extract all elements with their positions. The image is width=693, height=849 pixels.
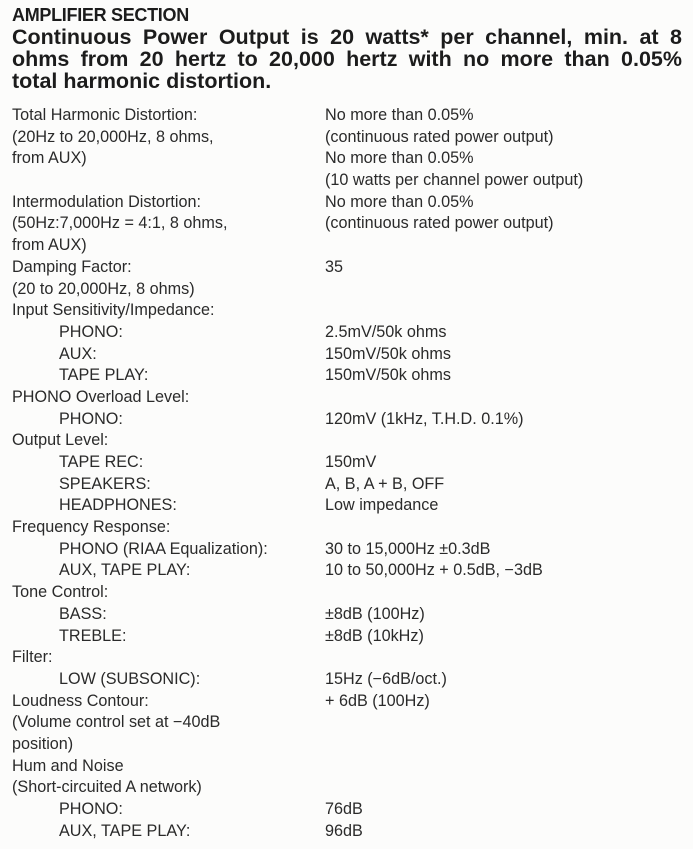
spec-label: SPEAKERS: [59, 474, 151, 493]
spec-label: TAPE PLAY: [59, 366, 149, 385]
spec-table [12, 105, 682, 842]
spec-row [12, 582, 682, 604]
spec-value: No more than 0.05% [325, 192, 474, 211]
spec-label: BASS: [59, 604, 107, 623]
spec-row [12, 409, 682, 431]
spec-row [12, 669, 682, 691]
spec-value: (continuous rated power output) [325, 214, 554, 233]
spec-label: from AUX) [12, 236, 87, 255]
spec-row [12, 300, 682, 322]
spec-value: A, B, A + B, OFF [325, 474, 445, 493]
spec-row [12, 712, 682, 734]
spec-value: + 6dB (100Hz) [325, 691, 430, 710]
spec-label: Frequency Response: [12, 518, 171, 537]
spec-row [12, 430, 682, 452]
spec-label: Loudness Contour: [12, 691, 149, 710]
spec-label: TAPE REC: [59, 453, 144, 471]
spec-row [12, 127, 682, 149]
spec-row [12, 821, 682, 843]
spec-row [12, 495, 682, 517]
spec-row [12, 105, 682, 127]
spec-label: AUX, TAPE PLAY: [59, 821, 191, 840]
spec-row [12, 235, 682, 257]
spec-value: 120mV (1kHz, T.H.D. 0.1%) [325, 409, 524, 428]
spec-value: 76dB [325, 800, 363, 818]
spec-value: 2.5mV/50k ohms [325, 322, 447, 341]
spec-row [12, 192, 682, 214]
spec-row [12, 279, 682, 301]
spec-value: No more than 0.05% [325, 106, 474, 124]
spec-row [12, 756, 682, 778]
spec-row [12, 257, 682, 279]
spec-row [12, 777, 682, 799]
headline-line: Continuous Power Output is 20 watts* per channel, min. at 8 [12, 25, 682, 49]
spec-label: position) [12, 734, 74, 753]
spec-label: AUX: [59, 344, 97, 363]
spec-label: LOW (SUBSONIC): [59, 669, 201, 688]
spec-value: No more than 0.05% [325, 149, 474, 168]
power-output-headline [12, 26, 682, 92]
spec-row [12, 474, 682, 496]
spec-label: PHONO (RIAA Equalization): [59, 539, 268, 558]
spec-label: Output Level: [12, 431, 109, 450]
spec-value: (continuous rated power output) [325, 127, 554, 146]
spec-row [12, 148, 682, 170]
spec-value: ±8dB (100Hz) [325, 604, 425, 623]
spec-label: Intermodulation Distortion: [12, 192, 201, 211]
spec-label: PHONO: [59, 409, 123, 428]
spec-value: Low impedance [325, 496, 439, 515]
spec-label: PHONO Overload Level: [12, 387, 190, 406]
spec-value: 150mV [325, 453, 377, 471]
spec-label: Hum and Noise [12, 756, 124, 775]
spec-label: (Short-circuited A network) [12, 778, 202, 797]
spec-value: 35 [325, 257, 344, 276]
spec-value: 150mV/50k ohms [325, 366, 451, 385]
spec-label: HEADPHONES: [59, 496, 177, 515]
spec-label: (20Hz to 20,000Hz, 8 ohms, [12, 127, 214, 146]
spec-label: Total Harmonic Distortion: [12, 106, 198, 124]
spec-row [12, 213, 682, 235]
spec-label: AUX, TAPE PLAY: [59, 561, 191, 580]
spec-row [12, 387, 682, 409]
spec-row [12, 799, 682, 821]
headline-line: ohms from 20 hertz to 20,000 hertz with no more than 0.05% [12, 47, 682, 71]
spec-label: (50Hz:7,000Hz = 4:1, 8 ohms, [12, 214, 228, 233]
spec-value: (10 watts per channel power output) [325, 171, 584, 190]
headline-line: total harmonic distortion. [12, 69, 272, 93]
spec-label: Filter: [12, 648, 53, 667]
spec-row [12, 322, 682, 344]
spec-value: 150mV/50k ohms [325, 344, 451, 363]
spec-row [12, 344, 682, 366]
spec-label: from AUX) [12, 149, 87, 168]
spec-value: ±8dB (10kHz) [325, 626, 424, 645]
spec-row [12, 170, 682, 192]
spec-row [12, 539, 682, 561]
spec-value: 10 to 50,000Hz + 0.5dB, −3dB [325, 561, 543, 580]
spec-row [12, 691, 682, 713]
spec-row [12, 626, 682, 648]
spec-row [12, 734, 682, 756]
spec-label: (Volume control set at −40dB [12, 713, 221, 732]
spec-row [12, 452, 682, 474]
spec-label: Damping Factor: [12, 257, 132, 276]
spec-value: 96dB [325, 821, 363, 840]
spec-label: Input Sensitivity/Impedance: [12, 301, 215, 320]
spec-label: Tone Control: [12, 583, 109, 602]
spec-row [12, 604, 682, 626]
spec-row [12, 365, 682, 387]
spec-label: PHONO: [59, 322, 123, 341]
spec-label: TREBLE: [59, 626, 127, 645]
spec-row [12, 647, 682, 669]
spec-label: PHONO: [59, 800, 123, 818]
spec-row [12, 560, 682, 582]
spec-label: (20 to 20,000Hz, 8 ohms) [12, 279, 195, 298]
spec-value: 30 to 15,000Hz ±0.3dB [325, 539, 491, 558]
spec-value: 15Hz (−6dB/oct.) [325, 669, 447, 688]
section-title: AMPLIFIER SECTION [12, 5, 189, 25]
spec-row [12, 517, 682, 539]
